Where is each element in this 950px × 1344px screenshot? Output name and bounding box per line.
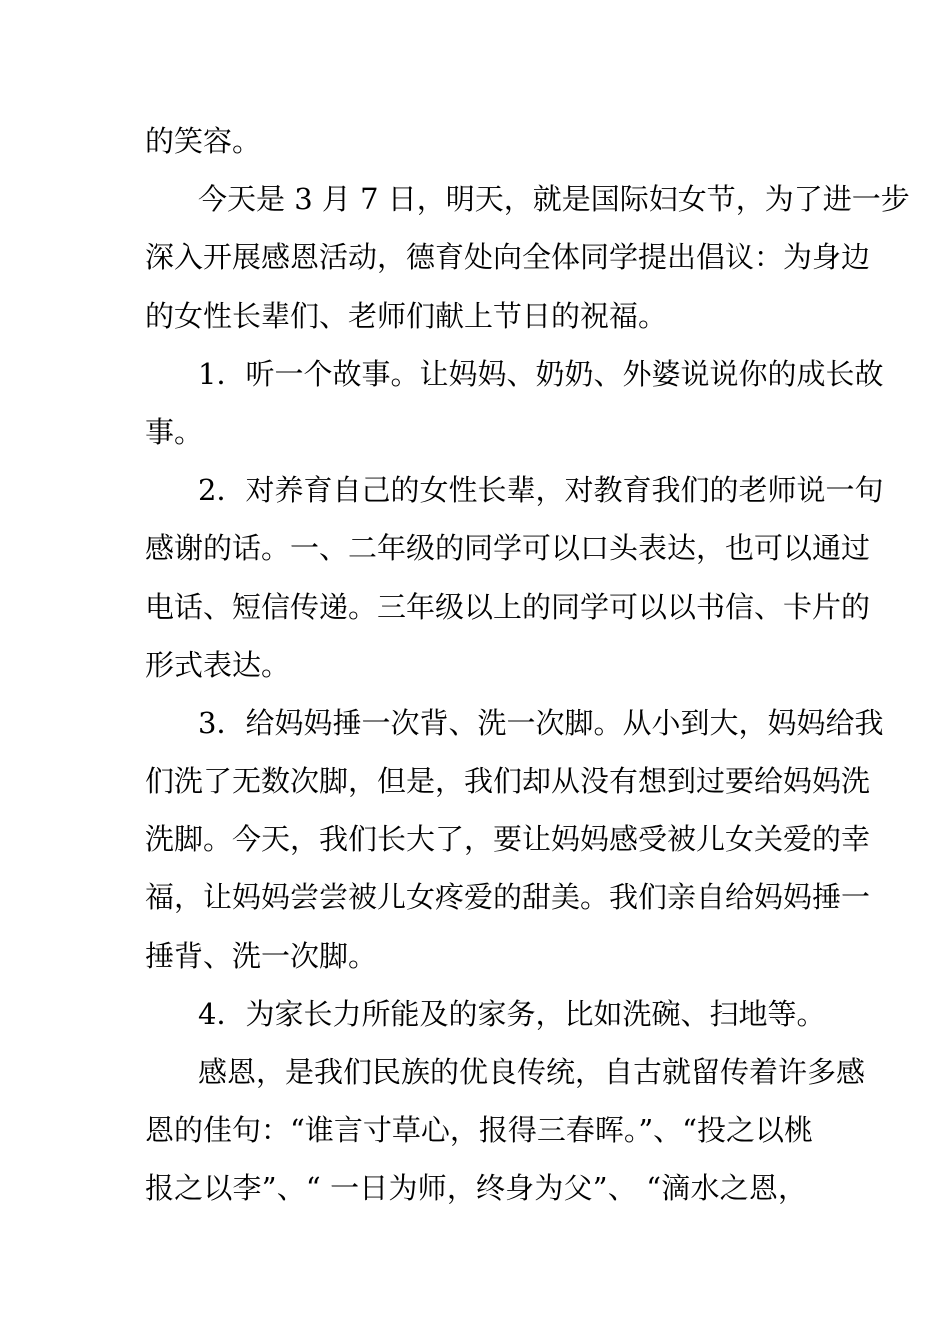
text-line: 感谢的话。一、二年级的同学可以口头表达，也可以通过 — [145, 531, 871, 566]
text-line: 1．听一个故事。让妈妈、奶奶、外婆说说你的成长故 — [198, 356, 884, 391]
text-line: 报之以李”、“ 一日为师，终身为父”、 “滴水之恩， — [145, 1171, 807, 1206]
text-line: 洗脚。今天，我们长大了，要让妈妈感受被儿女关爱的幸 — [145, 822, 871, 857]
text-line: 4．为家长力所能及的家务，比如洗碗、扫地等。 — [198, 996, 826, 1031]
text-line: 3．给妈妈捶一次背、洗一次脚。从小到大，妈妈给我 — [198, 705, 884, 740]
text-line: 感恩，是我们民族的优良传统，自古就留传着许多感 — [198, 1055, 866, 1089]
document-body — [145, 112, 910, 1218]
text-line: 今天是 3 月 7 日，明天，就是国际妇女节，为了进一步 — [198, 182, 910, 217]
text-line: 捶背、洗一次脚。 — [145, 938, 378, 973]
text-line: 们洗了无数次脚，但是，我们却从没有想到过要给妈妈洗 — [145, 764, 871, 799]
text-line: 电话、短信传递。三年级以上的同学可以以书信、卡片的 — [145, 589, 871, 624]
text-line: 的笑容。 — [145, 124, 262, 158]
text-line: 深入开展感恩活动，德育处向全体同学提出倡议：为身边 — [145, 240, 871, 275]
text-line: 恩的佳句：“谁言寸草心，报得三春晖。”、“投之以桃 — [145, 1113, 813, 1148]
text-line: 形式表达。 — [145, 647, 291, 682]
text-line: 事。 — [145, 414, 204, 449]
text-line: 福，让妈妈尝尝被儿女疼爱的甜美。我们亲自给妈妈捶一 — [145, 880, 871, 915]
text-line: 的女性长辈们、老师们献上节日的祝福。 — [145, 298, 668, 333]
text-line: 2．对养育自己的女性长辈，对教育我们的老师说一句 — [198, 473, 884, 508]
